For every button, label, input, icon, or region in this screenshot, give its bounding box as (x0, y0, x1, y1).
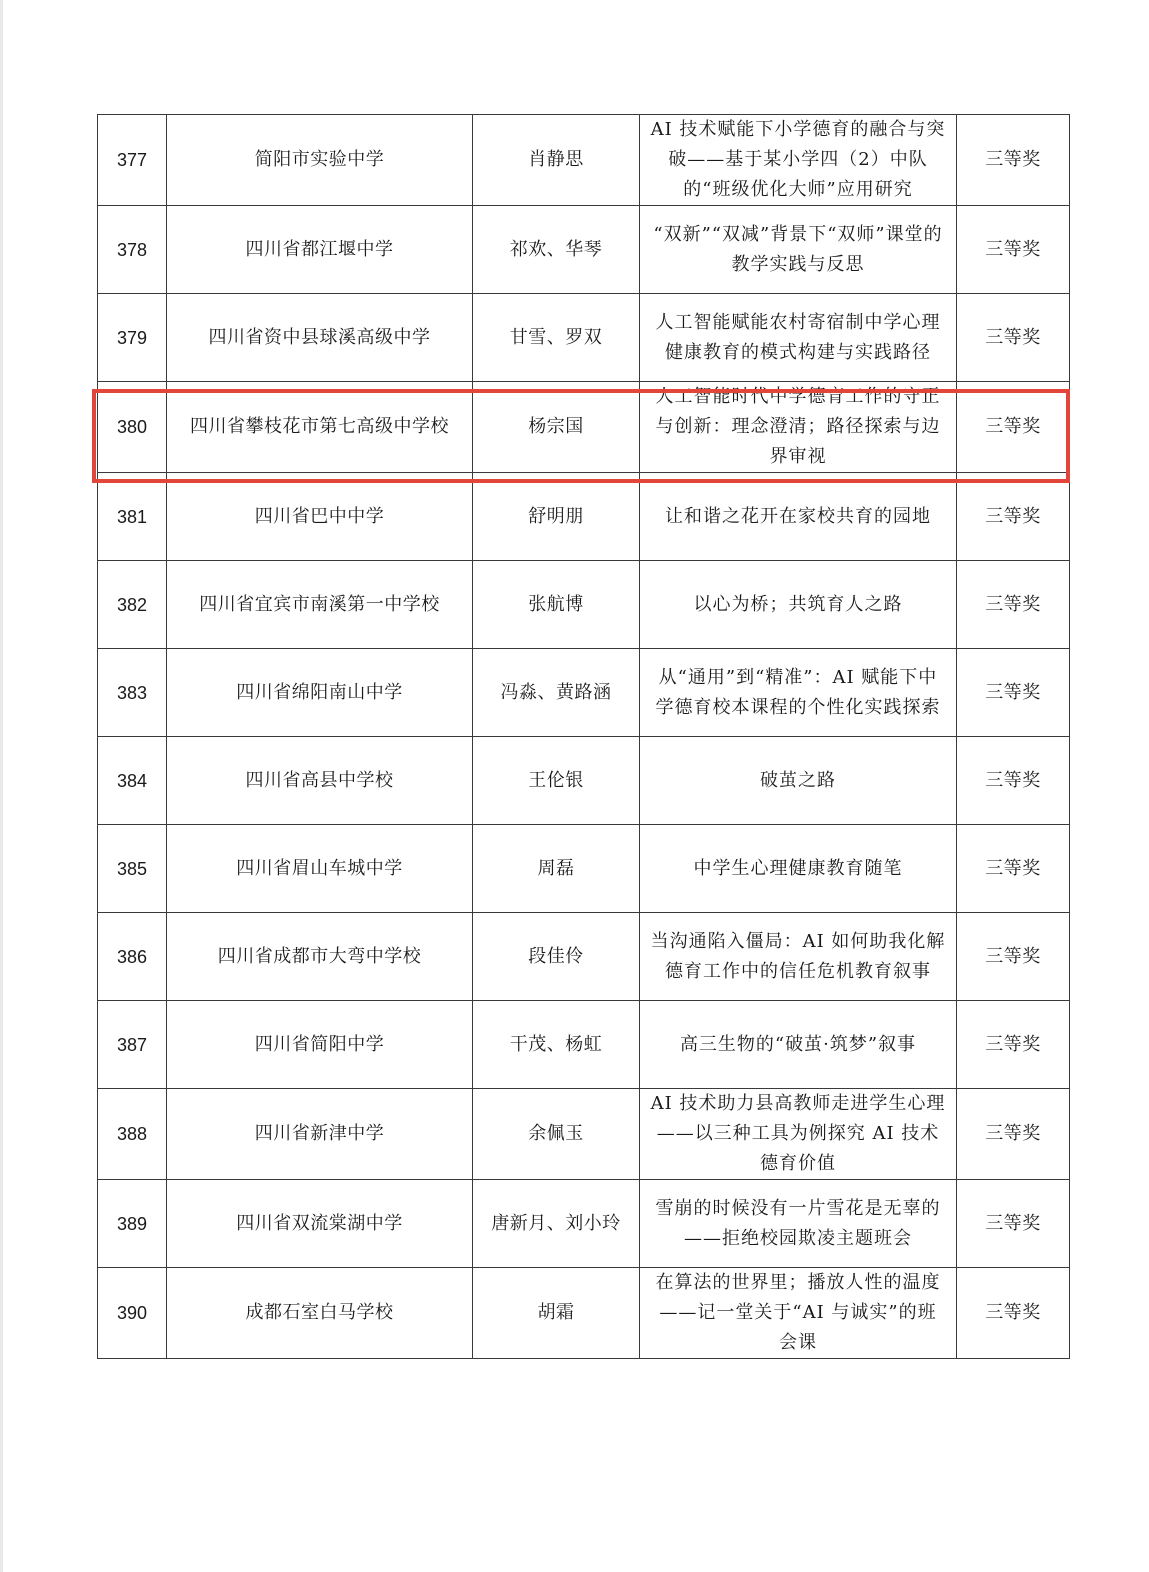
table-row (98, 913, 1070, 1001)
school-name: 四川省眉山车城中学 (167, 825, 473, 913)
award-level: 三等奖 (957, 473, 1070, 561)
author-name: 冯淼、黄路涵 (473, 649, 640, 737)
award-level: 三等奖 (957, 115, 1070, 206)
school-name: 四川省双流棠湖中学 (167, 1180, 473, 1268)
table-row (98, 737, 1070, 825)
award-level: 三等奖 (957, 649, 1070, 737)
table-row (98, 115, 1070, 206)
author-name: 祁欢、华琴 (473, 206, 640, 294)
author-name: 甘雪、罗双 (473, 294, 640, 382)
row-number: 380 (98, 382, 167, 473)
award-level: 三等奖 (957, 737, 1070, 825)
row-number: 387 (98, 1001, 167, 1089)
table-row (98, 1089, 1070, 1180)
award-level: 三等奖 (957, 1001, 1070, 1089)
row-number: 377 (98, 115, 167, 206)
school-name: 四川省绵阳南山中学 (167, 649, 473, 737)
work-title: AI 技术赋能下小学德育的融合与突破——基于某小学四（2）中队的“班级优化大师”应用研究 (640, 115, 957, 206)
work-title: 从“通用”到“精准”：AI 赋能下中学德育校本课程的个性化实践探索 (640, 649, 957, 737)
work-title: 让和谐之花开在家校共育的园地 (640, 473, 957, 561)
award-level: 三等奖 (957, 382, 1070, 473)
work-title: 在算法的世界里；播放人性的温度——记一堂关于“AI 与诚实”的班会课 (640, 1268, 957, 1359)
work-title: 雪崩的时候没有一片雪花是无辜的——拒绝校园欺凌主题班会 (640, 1180, 957, 1268)
author-name: 肖静思 (473, 115, 640, 206)
school-name: 四川省简阳中学 (167, 1001, 473, 1089)
author-name: 杨宗国 (473, 382, 640, 473)
work-title: 以心为桥；共筑育人之路 (640, 561, 957, 649)
table-row (98, 649, 1070, 737)
row-number: 382 (98, 561, 167, 649)
row-number: 383 (98, 649, 167, 737)
row-number: 388 (98, 1089, 167, 1180)
school-name: 四川省都江堰中学 (167, 206, 473, 294)
table-row (98, 561, 1070, 649)
award-level: 三等奖 (957, 1180, 1070, 1268)
work-title: AI 技术助力县高教师走进学生心理——以三种工具为例探究 AI 技术德育价值 (640, 1089, 957, 1180)
row-number: 378 (98, 206, 167, 294)
school-name: 四川省成都市大弯中学校 (167, 913, 473, 1001)
awards-table (97, 114, 1070, 1359)
table-row (98, 473, 1070, 561)
row-number: 384 (98, 737, 167, 825)
award-level: 三等奖 (957, 825, 1070, 913)
author-name: 唐新月、刘小玲 (473, 1180, 640, 1268)
award-level: 三等奖 (957, 913, 1070, 1001)
row-number: 379 (98, 294, 167, 382)
award-level: 三等奖 (957, 561, 1070, 649)
work-title: 中学生心理健康教育随笔 (640, 825, 957, 913)
table-row-highlighted (98, 382, 1070, 473)
school-name: 四川省宜宾市南溪第一中学校 (167, 561, 473, 649)
author-name: 胡霜 (473, 1268, 640, 1359)
row-number: 390 (98, 1268, 167, 1359)
row-number: 385 (98, 825, 167, 913)
table-row (98, 825, 1070, 913)
work-title: 人工智能赋能农村寄宿制中学心理健康教育的模式构建与实践路径 (640, 294, 957, 382)
school-name: 四川省高县中学校 (167, 737, 473, 825)
author-name: 干茂、杨虹 (473, 1001, 640, 1089)
work-title: 破茧之路 (640, 737, 957, 825)
award-level: 三等奖 (957, 206, 1070, 294)
row-number: 389 (98, 1180, 167, 1268)
author-name: 余佩玉 (473, 1089, 640, 1180)
school-name: 四川省资中县球溪高级中学 (167, 294, 473, 382)
work-title: 当沟通陷入僵局：AI 如何助我化解德育工作中的信任危机教育叙事 (640, 913, 957, 1001)
table-row (98, 294, 1070, 382)
table-row (98, 1001, 1070, 1089)
award-level: 三等奖 (957, 294, 1070, 382)
school-name: 四川省攀枝花市第七高级中学校 (167, 382, 473, 473)
page-left-edge (0, 0, 3, 1572)
row-number: 381 (98, 473, 167, 561)
table-row (98, 206, 1070, 294)
award-level: 三等奖 (957, 1268, 1070, 1359)
table-row (98, 1268, 1070, 1359)
author-name: 舒明朋 (473, 473, 640, 561)
school-name: 成都石室白马学校 (167, 1268, 473, 1359)
table-row (98, 1180, 1070, 1268)
author-name: 张航博 (473, 561, 640, 649)
work-title: “双新”“双减”背景下“双师”课堂的教学实践与反思 (640, 206, 957, 294)
school-name: 四川省新津中学 (167, 1089, 473, 1180)
award-level: 三等奖 (957, 1089, 1070, 1180)
row-number: 386 (98, 913, 167, 1001)
author-name: 段佳伶 (473, 913, 640, 1001)
work-title: 人工智能时代中学德育工作的守正与创新：理念澄清；路径探索与边界审视 (640, 382, 957, 473)
author-name: 王伦银 (473, 737, 640, 825)
author-name: 周磊 (473, 825, 640, 913)
school-name: 简阳市实验中学 (167, 115, 473, 206)
work-title: 高三生物的“破茧·筑梦”叙事 (640, 1001, 957, 1089)
school-name: 四川省巴中中学 (167, 473, 473, 561)
